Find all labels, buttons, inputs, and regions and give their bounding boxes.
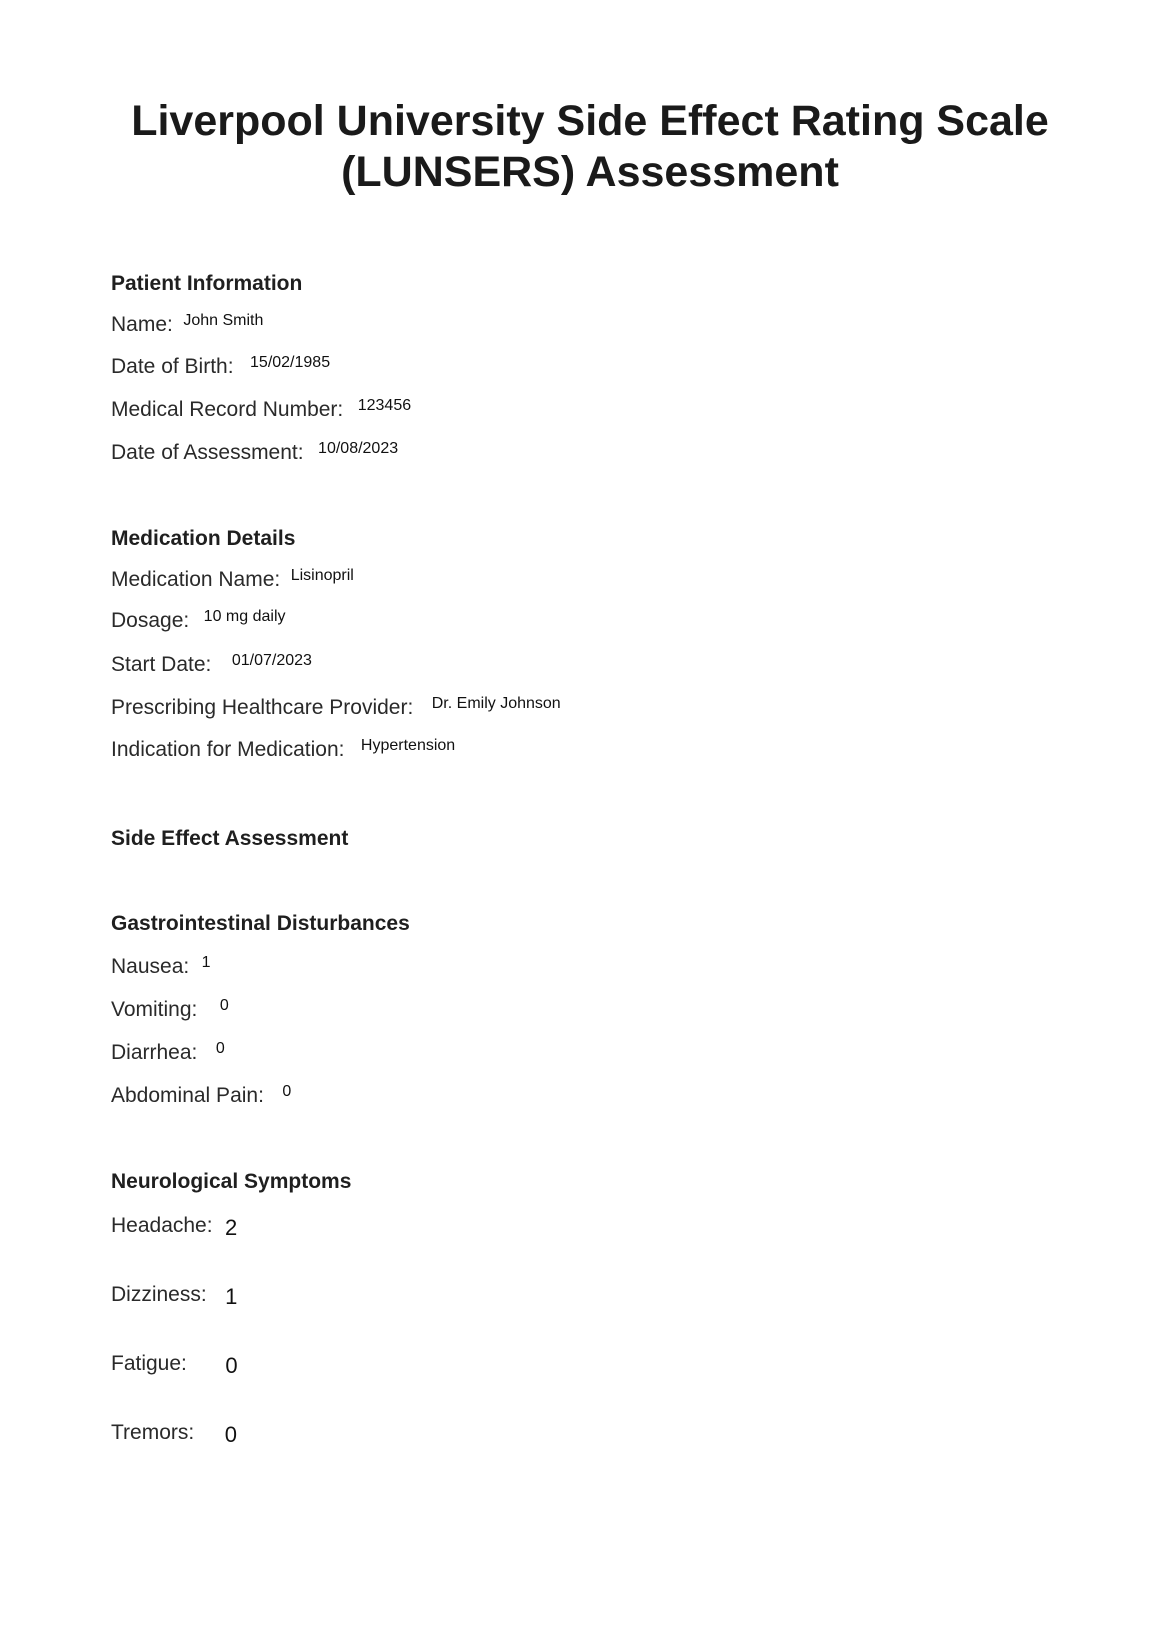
dob-label: Date of Birth: (111, 355, 234, 378)
medication-name-value: Lisinopril (290, 567, 354, 584)
medication-name-row (111, 568, 354, 592)
vomiting-value: 0 (219, 997, 229, 1014)
dob-value: 15/02/1985 (250, 354, 331, 371)
nausea-row (111, 955, 211, 979)
assessment-date-row (111, 441, 398, 465)
patient-name-label: Name: (111, 313, 173, 336)
dosage-label: Dosage: (111, 609, 190, 632)
gastro-heading: Gastrointestinal Disturbances (111, 912, 410, 935)
start-date-value: 01/07/2023 (231, 652, 312, 669)
provider-row (111, 696, 561, 720)
patient-name-value: John Smith (183, 312, 264, 329)
fatigue-row (111, 1350, 238, 1376)
mrn-row (111, 398, 411, 422)
fatigue-label: Fatigue: (111, 1352, 187, 1375)
headache-row (111, 1212, 237, 1238)
patient-name-row (111, 313, 263, 337)
medication-heading: Medication Details (111, 527, 296, 550)
dizziness-label: Dizziness: (111, 1283, 207, 1306)
nausea-value: 1 (201, 954, 211, 971)
dosage-value: 10 mg daily (203, 608, 286, 625)
indication-value: Hypertension (360, 737, 456, 754)
abdominal-pain-row (111, 1084, 291, 1108)
neuro-heading: Neurological Symptoms (111, 1170, 352, 1193)
document-title: Liverpool University Side Effect Rating Scale (LUNSERS) Assessment (131, 97, 1049, 196)
headache-label: Headache: (111, 1214, 213, 1237)
diarrhea-value: 0 (215, 1040, 225, 1057)
fatigue-value: 0 (225, 1353, 238, 1378)
side-effect-heading: Side Effect Assessment (111, 827, 349, 850)
indication-row (111, 738, 455, 762)
dizziness-value: 1 (225, 1284, 238, 1309)
tremors-value: 0 (224, 1422, 237, 1447)
start-date-label: Start Date: (111, 653, 212, 676)
vomiting-row (111, 998, 229, 1022)
assessment-date-value: 10/08/2023 (318, 440, 399, 457)
tremors-label: Tremors: (111, 1421, 195, 1444)
dosage-row (111, 609, 286, 633)
nausea-label: Nausea: (111, 955, 190, 978)
vomiting-label: Vomiting: (111, 998, 198, 1021)
diarrhea-label: Diarrhea: (111, 1041, 198, 1064)
provider-value: Dr. Emily Johnson (431, 695, 561, 712)
indication-label: Indication for Medication: (111, 738, 345, 761)
abdominal-pain-label: Abdominal Pain: (111, 1084, 264, 1107)
mrn-label: Medical Record Number: (111, 398, 344, 421)
tremors-row (111, 1419, 237, 1445)
diarrhea-row (111, 1041, 225, 1065)
start-date-row (111, 653, 312, 677)
medication-name-label: Medication Name: (111, 568, 281, 591)
abdominal-pain-value: 0 (282, 1083, 292, 1100)
patient-info-heading: Patient Information (111, 272, 303, 295)
headache-value: 2 (225, 1215, 238, 1240)
mrn-value: 123456 (357, 397, 412, 414)
assessment-date-label: Date of Assessment: (111, 441, 304, 464)
provider-label: Prescribing Healthcare Provider: (111, 696, 414, 719)
dizziness-row (111, 1281, 237, 1307)
dob-row (111, 355, 330, 379)
